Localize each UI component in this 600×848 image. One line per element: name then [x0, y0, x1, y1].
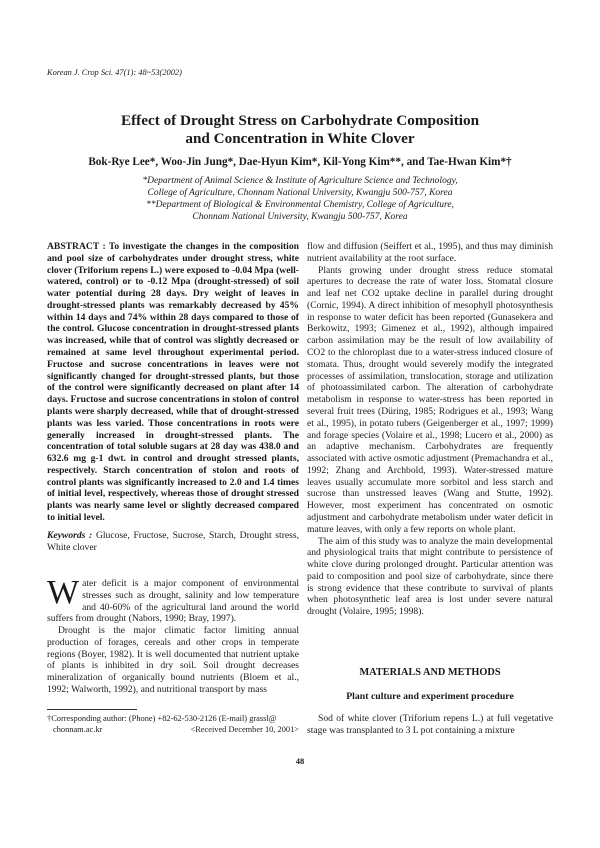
- methods-paragraph-1: Sod of white clover (Triforium repens L.) at full vegetative stage was transplanted to 3 L pot containing a mixture: [307, 713, 553, 736]
- intro-paragraph-1: [47, 574, 299, 625]
- paper-title-line-2: and Concentration in White Clover: [185, 130, 415, 147]
- affiliation-1-line-2: College of Agriculture, Chonnam National University, Kwangju 500-757, Korea: [147, 188, 453, 198]
- abstract: [47, 241, 299, 524]
- drop-cap: W: [47, 574, 80, 611]
- subsection-heading-plant-culture: Plant culture and experiment procedure: [346, 691, 514, 702]
- right-column-body: [307, 241, 553, 618]
- journal-citation: Korean J. Crop Sci. 47(1): 48~53(2002): [47, 68, 182, 77]
- author-list: Bok-Rye Lee*, Woo-Jin Jung*, Dae-Hyun Kim*, Kil-Yong Kim**, and Tae-Hwan Kim*†: [88, 156, 512, 168]
- affiliation-1-line-1: *Department of Animal Science & Institute of Agriculture Science and Technology,: [142, 176, 458, 186]
- abstract-label: ABSTRACT :: [47, 241, 106, 252]
- page-number: 48: [295, 756, 305, 766]
- footnote-rule: [47, 709, 137, 710]
- keywords-text: Glucose, Fructose, Sucrose, Starch, Drought stress, White clover: [47, 530, 300, 553]
- footnote-line-1: †Corresponding author: (Phone) +82-62-530-2126 (E-mail) grassl@: [47, 714, 277, 723]
- intro-paragraph-2: Drought is the major climatic factor limiting annual production of forages, cereals and other crops in temperate regions (Boyer, 1982). It is well documented that nutrient uptake of plants is inhibited in dry soil. Soil drought decreases mineralization of organically bound nutrients (Bloem et al., 1992; Walworth, 1992), and nutritional transport by mass: [47, 625, 299, 696]
- intro-paragraph-1-text: ater deficit is a major component of environmental stresses such as drought, salinity and low temperature and 40-60% of the agricultural land around the world suffers from drought (Nabors, 1990; Bray, 1997).: [47, 578, 299, 625]
- received-date: <Received December 10, 2001>: [190, 725, 299, 734]
- affiliation-2-line-2: Chonnam National University, Kwangju 500-757, Korea: [192, 212, 408, 222]
- body-paragraph-3: The aim of this study was to analyze the main developmental and physiological traits that might contribute to persistence of white clove during prolonged drought. Particular attention was paid to composition and pool size of carbohydrate, since there is strong evidence that these contribute to survival of plants when photosynthetic leaf area is lost under severe natural drought (Volaire, 1995; 1998).: [307, 535, 553, 618]
- affiliation-2-line-1: **Department of Biological & Environmental Chemistry, College of Agriculture,: [146, 200, 454, 210]
- methods-paragraph: [307, 713, 553, 737]
- footnote-line-2: [47, 724, 299, 735]
- paper-title-line-1: Effect of Drought Stress on Carbohydrate Composition: [120, 112, 480, 129]
- section-heading-methods: MATERIALS AND METHODS: [359, 667, 501, 678]
- corresponding-author-footnote: [47, 713, 299, 735]
- keywords: [47, 530, 299, 554]
- abstract-text: To investigate the changes in the composition and pool size of carbohydrates under drought stress, white clover (Triforium repens L.) were exposed to -0.04 Mpa (well-watered, control) or to -0.12 Mpa (drought-stressed) of soil water potential during 28 days. Dry weight of leaves in drought-stressed plants was remarkably decreased by 45% within 14 days and 74% within 28 days compared to those of the control. Glucose concentration in drought-stressed plants was increased, while that of control was slightly decreased or remained at same level throughout experimental period. Fructose and sucrose concentrations in leaves were not significantly changed for drought-stressed plants, but those of the control were significantly decreased on plant after 14 days. Fructose and sucrose concentrations in stolon of control plants were sharply decreased, while that of drought-stressed plants was less varied. Those concentrations in roots were generally increased in drought-stressed plants. The concentration of total soluble sugars at 28 day was 438.0 and 632.6 mg g-1 dwt. in control and drought stressed plants, respectively. Starch concentration of stolon and roots of control plants was significantly increased to 2.0 and 1.4 times of initial level, respectively, whereas those of drought stressed plants was nearly same level or slightly decreased compared to initial level.: [47, 241, 299, 523]
- footnote-email-domain: chonnam.ac.kr: [53, 725, 103, 734]
- introduction: [47, 574, 299, 696]
- body-paragraph-1: flow and diffusion (Seiffert et al., 1995), and thus may diminish nutrient availability at the root surface.: [307, 241, 553, 264]
- keywords-label: Keywords :: [47, 530, 93, 541]
- body-paragraph-2: Plants growing under drought stress reduce stomatal apertures to decrease the rate of water loss. Stomatal closure and leaf net CO2 uptake decline in parallel during drought (Cornic, 1994). A direct inhibition of mesophyll photosynthesis in response to water deficit has been reported (Gunasekera and Berkowitz, 1993; Gimenez et al., 1992), although impaired carbon assimilation may be the result of low availability of CO2 to the chloroplast due to a water-stress induced closure of stomata. Thus, drought would severely modify the integrated processes of assimilation, translocation, storage and utilization of photoassimilated carbon. The alteration of carbohydrate metabolism in response to water-stress has been reported in several fruit trees (Düring, 1985; Rodrigues et al., 1993; Wang et al., 1995), in potato tubers (Geigenberger et al., 1997; 1999) and forage species (Volaire et al., 1998; Lucero et al., 2000) as an adaptive mechanism. Carbohydrates are frequently associated with active osmotic adjustment (Premachandra et al., 1992; Zhang and Archbold, 1993). Water-stressed mature leaves usually accumulate more sorbitol and less starch and sucrose than unstressed leaves (Wang and Stutte, 1992). However, most experiment has concentrated on osmotic adjustment and carbohydrate metabolism under water deficit in mature leaves, with only a few reports on whole plant.: [307, 264, 553, 535]
